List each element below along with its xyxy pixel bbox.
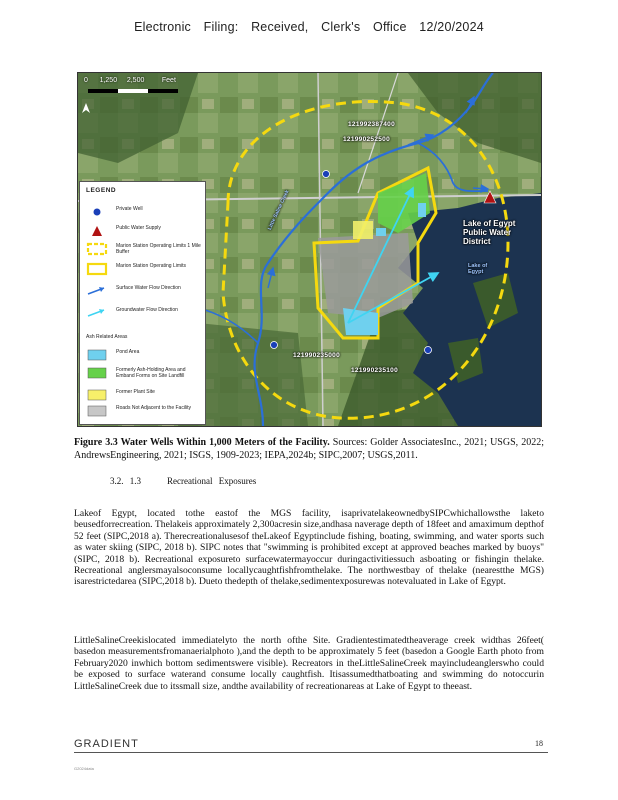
legend-item: Public Water Supply (84, 224, 204, 240)
triangle-icon (86, 224, 108, 238)
well-id-label-3: 121990235000 (293, 352, 340, 359)
figure-caption (74, 436, 544, 462)
legend-item: Roads Not Adjacent to the Facility (84, 404, 204, 420)
solid-box-icon (86, 262, 108, 276)
filing-header: Electronic Filing: Received, Clerk's Office 12/20/2024 (134, 20, 484, 34)
section-title: Recreational Exposures (167, 476, 257, 486)
dashed-box-icon (86, 242, 108, 256)
well-id-label-2: 121990252500 (343, 136, 390, 143)
well-id-label-1: 121992387400 (348, 121, 395, 128)
private-well-3 (425, 347, 432, 354)
legend-item: Private Well (84, 205, 204, 221)
gradient-logo: GRADIENT (74, 738, 139, 750)
legend-item: Marion Station Operating Limits (84, 262, 204, 278)
plant-site (318, 233, 413, 318)
creek-label: Little Saline Creek (266, 189, 291, 231)
paragraph-lake-of-egypt: Lakeof Egypt, located tothe eastof the MGS facility, isaprivatelakeownedbySIPCwhichallowsthe laketo beusedforrecreation. Thelakeis approximately 2,300acresin size,andhasa naverage depth of 18feet and amaximum depthof 52 feet (SIPC,2018 a). Therecreationalusesof theLakeof Egyptinclude fishing, boating, swimming, and water sports such as water skiing (SIPC, 2018 b). SIPC notes that "swimming is prohibited except at approved beaches marked by buoys" (SIPC, 2018 b). Recreational exposureto surfacewatermayoccur duringactivitiessuch asboating or fishingin thelake. Recreational anglersmayalsoconsume locallycaughtfishfromthelake. The northwestbay of thelake (nearestthe MGS) isarestrictedarea (SIPC,2018 b). Dueto thedepth of thelake,sedimentexposurewas notevaluated in Lake of Egypt. (74, 508, 544, 588)
legend-item: Surface Water Flow Direction (84, 284, 204, 300)
section-number: 3.2. 1.3 (110, 476, 141, 486)
legend-section-title: Ash Related Areas (86, 334, 128, 340)
arrow-right-icon (86, 306, 108, 320)
figure-caption-title: Figure 3.3 Water Wells Within 1,000 Meters of the Facility. (74, 437, 330, 448)
private-well-2 (271, 342, 278, 349)
swatch-icon (86, 404, 108, 418)
section-heading (110, 476, 282, 486)
legend-item: Groundwater Flow Direction (84, 306, 204, 322)
lake-label: Lake of Egypt (468, 263, 488, 275)
private-well-1 (323, 171, 330, 178)
legend-title: LEGEND (86, 187, 117, 194)
figure-caption-sources: Sources: Golder AssociatesInc., 2021; USGS, 2022; AndrewsEngineering, 2021; ISGS, 1909-2023; IEPA,2024b; SIPC,2007; USGS,2011. (74, 437, 544, 461)
footer-file-id: G2024data (74, 766, 94, 771)
scale-bar-labels: 0 1,250 2,500 Feet (84, 77, 176, 84)
legend-item: Pond Area (84, 348, 204, 364)
swatch-icon (86, 366, 108, 380)
swatch-icon (86, 388, 108, 402)
legend-item: Former Plant Site (84, 388, 204, 404)
paragraph-little-saline-creek: LittleSalineCreekislocated immediatelyto the north ofthe Site. Gradientestimatedtheaverage creek widthas 26feet( basedon measurementsfromanaerialphoto ),and the depth to be approximately 5 feet (basedon a Google Earth photo from February2020 inwhich bottom sedimentswere visible). Recreators in theLittleSalineCreek mayincludeanglerswho could be exposed to surface waterand consume locally caughtfish. Itisassumedthatboating and swimming do notoccurin LittleSalineCreek due to itssmall size, andthe availability of recreationareas at Lake of Egypt to theeast. (74, 635, 544, 692)
public-water-district-label: Lake of Egypt Public Water District (463, 219, 516, 246)
footer-divider (74, 752, 548, 753)
arrow-right-icon (86, 284, 108, 298)
private-well-icon (86, 205, 108, 219)
page-number: 18 (535, 739, 543, 748)
map-legend (79, 181, 206, 425)
swatch-icon (86, 348, 108, 362)
well-id-label-4: 121990235100 (351, 367, 398, 374)
legend-item: Marion Station Operating Limits 1 Mile Buffer (84, 242, 204, 258)
legend-item: Formerly Ash-Holding Area and Emband Forms on Site Landfill (84, 366, 204, 382)
